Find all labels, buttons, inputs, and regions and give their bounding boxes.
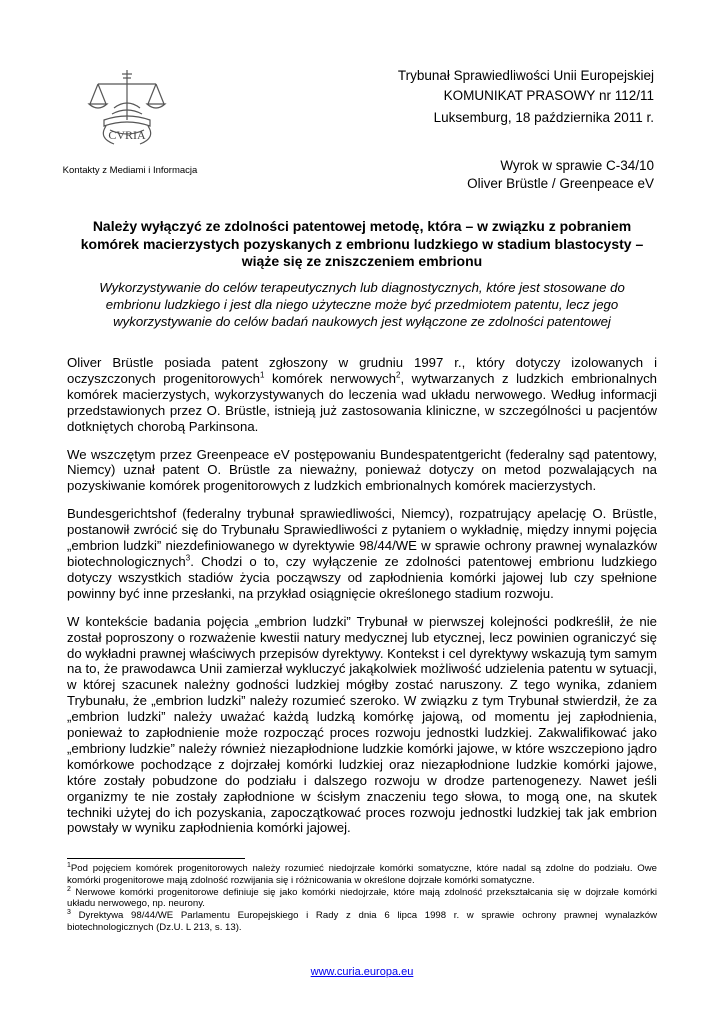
paragraph-1: Oliver Brüstle posiada patent zgłoszony w grudniu 1997 r., który dotyczy izolowanych i oczyszczonych progenitorowych$^1$ komórek nerwowych$^2$, wytwarzanych z ludzkich embrionalnych komórek macierzystych, wykorzystywanych do leczenia wad układu nerwowego. Według informacji przedstawionych przez O. Brüstle, istnieją już zastosowania kliniczne, w szczególności u pacjentów dotkniętych chorobą Parkinsona.: [67, 355, 658, 434]
logo-text: CVRIA: [108, 128, 146, 142]
footnote-ref-1[interactable]: 1: [259, 370, 265, 380]
case-parties: Oliver Brüstle / Greenpeace eV: [467, 176, 654, 191]
paragraph-2: We wszczętym przez Greenpeace eV postępowaniu Bundespatentgericht (federalny sąd patentowy, Niemcy) uznał patent O. Brüstle za nieważny, ponieważ dotyczy on metod pozwalających na pozyskiwanie komórek progenitorowych z ludzkich embrionalnych komórek macierzystych.: [67, 446, 657, 494]
page-title: Należy wyłączyć ze zdolności patentowej metodę, która – w związku z pobraniem komórek macierzystych pozyskanych z embrionu ludzkiego w stadium blastocysty – wiąże się ze zniszczeniem embrionu: [80, 218, 644, 269]
release-date: Luksemburg, 18 października 2011 r.: [433, 110, 654, 125]
court-name: Trybunał Sprawiedliwości Unii Europejskiej: [397, 68, 654, 83]
page-subtitle: Wykorzystywanie do celów terapeutycznych lub diagnostycznych, które jest stosowane do embrionu ludzkiego i jest dla niego użyteczne może być przedmiotem patentu, lecz jego wykorzystywanie do celów badań naukowych jest wyłączone ze zdolności patentowej: [99, 280, 625, 329]
article-body: [67, 355, 657, 848]
scales-of-justice-icon: [84, 68, 170, 152]
website-link[interactable]: www.curia.europa.eu: [310, 966, 414, 978]
curia-logo: [84, 68, 170, 152]
footnote-1: $^1$Pod pojęciem komórek progenitorowych należy rozumieć niedojrzałe komórki somatyczne, które nadal są zdolne do podziału. Owe komórki progenitorowe mają zdolność rozwijania się i różnicowania w określone dojrzałe komórki somatyczne.: [67, 861, 657, 886]
case-number: Wyrok w sprawie C-34/10: [500, 158, 654, 173]
paragraph-3: Bundesgerichtshof (federalny trybunał sprawiedliwości, Niemcy), rozpatrujący apelację O. Brüstle, postanowił zwrócić się do Trybunału Sprawiedliwości z pytaniem o wykładnię, między innymi pojęcia „embrion ludzki” niezdefiniowanego w dyrektywie 98/44/WE w sprawie ochrony prawnej wynalazków biotechnologicznych$^3$. Chodzi o to, czy wyłączenie ze zdolności patentowej embrionu ludzkiego dotyczy wszystkich stadiów życia począwszy od zapłodnienia komórki jajowej lub czy spełnione powinny być inne przesłanki, na przykład osiągnięcie określonego stadium rozwoju.: [67, 506, 657, 601]
footnote-3: $^3$ Dyrektywa 98/44/WE Parlamentu Europejskiego i Rady z dnia 6 lipca 1998 r. w sprawie ochrony prawnej wynalazków biotechnologicznych (Dz.U. L 213, s. 13).: [67, 909, 657, 933]
footnote-ref-2[interactable]: 2: [396, 370, 401, 380]
media-contacts-label: Kontakty z Mediami i Informacja: [62, 165, 198, 176]
footnotes: [67, 863, 657, 934]
footnote-ref-3[interactable]: 3: [185, 553, 191, 563]
footnote-divider: [67, 858, 245, 859]
page-footer: [0, 966, 724, 978]
paragraph-4: W kontekście badania pojęcia „embrion ludzki” Trybunał w pierwszej kolejności podkreślił, że nie został poproszony o rozważenie kwestii natury medycznej lub etycznej, lecz powinien ograniczyć się do wykładni prawnej właściwych przepisów dyrektywy. Kontekst i cel dyrektywy wskazują tym samym na to, że prawodawca Unii zamierzał wykluczyć jakąkolwiek możliwość udzielenia patentu w sytuacji, w której szacunek należny godności ludzkiej mógłby zostać naruszony. Z tego wynika, zdaniem Trybunału, że „embrion ludzki” należy rozumieć szeroko. W związku z tym Trybunał stwierdził, że za „embrion ludzki” należy uważać każdą ludzką komórkę jajową, od momentu jej zapłodnienia, ponieważ to zapłodnienie może rozpocząć proces rozwoju jednostki ludzkiej. Zakwalifikować jako „embriony ludzkie” należy również niezapłodnione ludzkie komórki jajowe, w które wszczepiono jądro komórkowe pochodzące z dojrzałej komórki ludzkiej oraz niezapłodnione ludzkie komórki jajowe, które zostały pobudzone do podziału i dalszego rozwoju w drodze partenogenezy. Nawet jeśli organizmy te nie zostały zapłodnione w ścisłym znaczeniu tego słowa, to mogą one, na skutek techniki użytej do ich pozyskania, zapoczątkować proces rozwoju jednostki ludzkiej tak jak embrion powstały w wyniku zapłodnienia komórki jajowej.: [67, 613, 657, 836]
footnote-2: $^2$ Nerwowe komórki progenitorowe definiuje się jako komórki niedojrzałe, które mają zdolność przekształcania się w dojrzałe komórki układu nerwowego, np. neurony.: [67, 885, 657, 910]
press-release-number: KOMUNIKAT PRASOWY nr 112/11: [443, 88, 654, 103]
